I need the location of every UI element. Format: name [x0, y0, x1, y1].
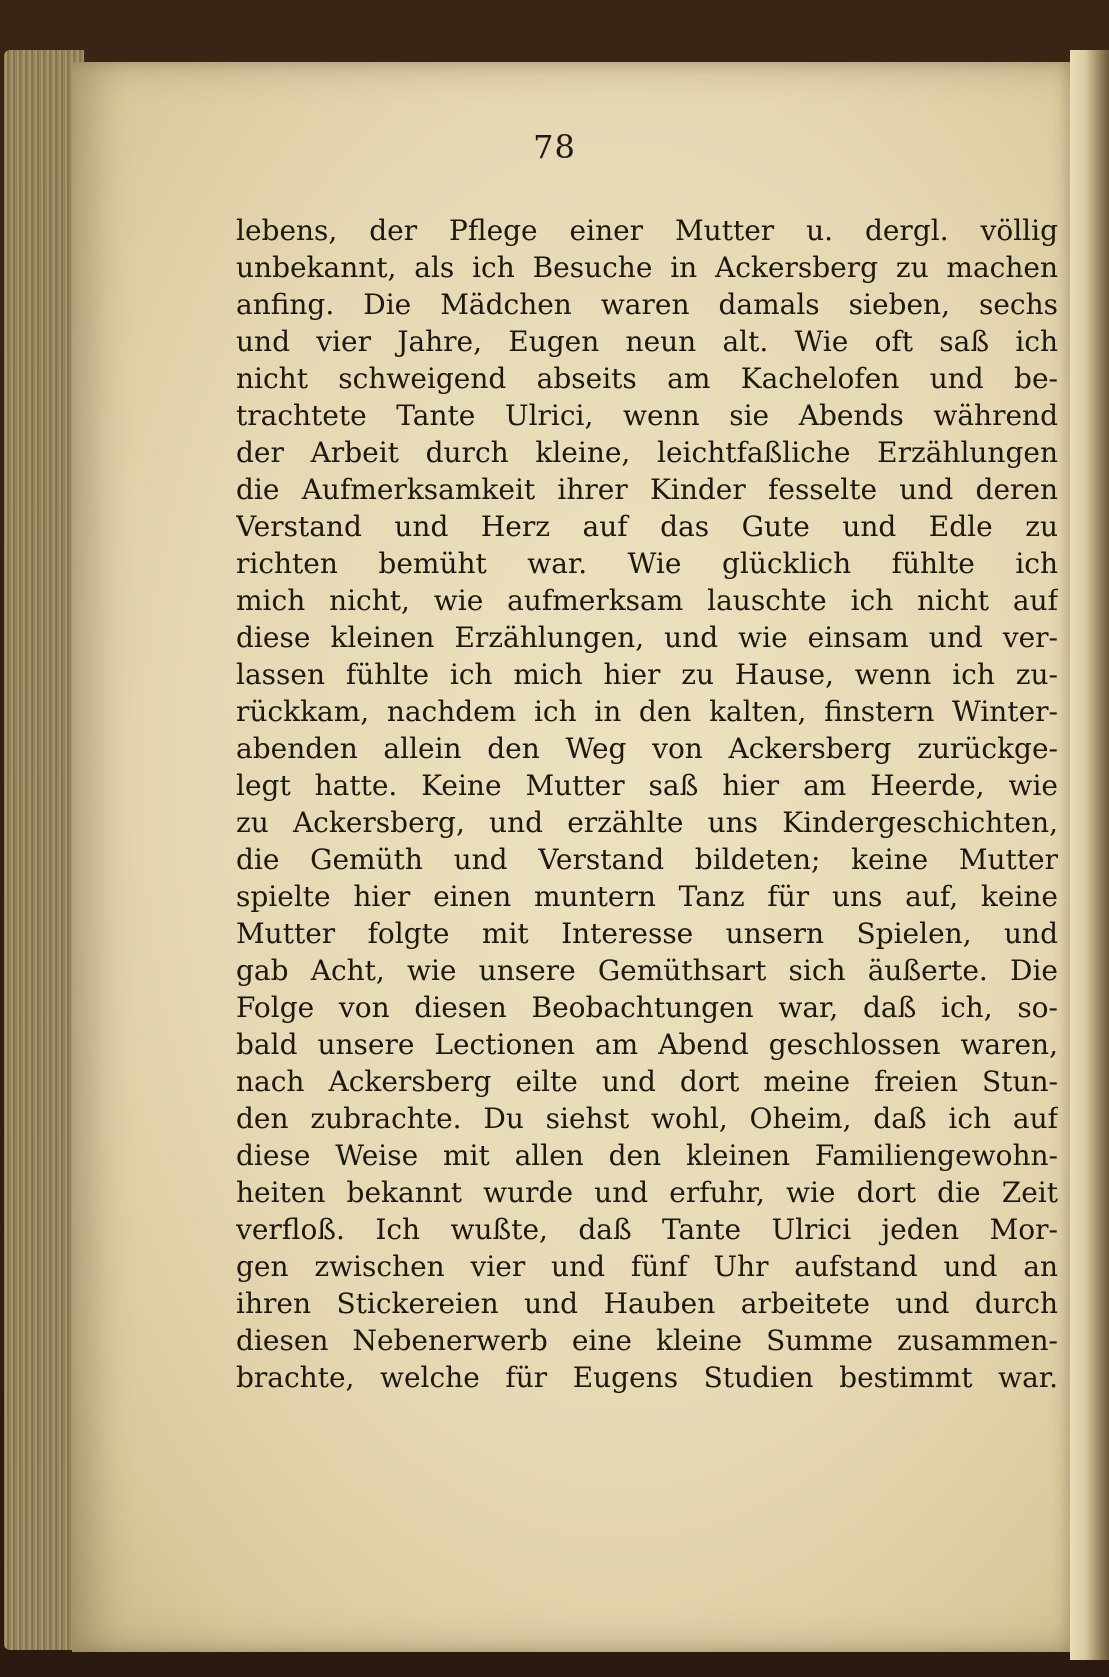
text-line: Verstand und Herz auf das Gute und Edle zu — [236, 510, 1058, 543]
text-line: diese Weise mit allen den kleinen Familiengewohn- — [236, 1139, 1058, 1172]
text-line: lassen fühlte ich mich hier zu Hause, wenn ich zu- — [236, 658, 1058, 691]
text-line: heiten bekannt wurde und erfuhr, wie dort die Zeit — [236, 1176, 1058, 1209]
text-line: nach Ackersberg eilte und dort meine freien Stun- — [236, 1065, 1058, 1098]
text-line: diese kleinen Erzählungen, und wie einsam und ver- — [236, 621, 1058, 654]
text-line: anfing. Die Mädchen waren damals sieben, sechs — [236, 288, 1058, 321]
text-line: Folge von diesen Beobachtungen war, daß ich, so- — [236, 991, 1058, 1024]
text-line: richten bemüht war. Wie glücklich fühlte ich — [236, 547, 1058, 580]
text-line: diesen Nebenerwerb eine kleine Summe zusammen- — [236, 1324, 1058, 1357]
text-line: den zubrachte. Du siehst wohl, Oheim, daß ich auf — [236, 1102, 1058, 1135]
text-line: verfloß. Ich wußte, daß Tante Ulrici jeden Mor- — [236, 1213, 1058, 1246]
text-line: ihren Stickereien und Hauben arbeitete und durch — [236, 1287, 1058, 1320]
text-line: gen zwischen vier und fünf Uhr aufstand und an — [236, 1250, 1058, 1283]
text-line: mich nicht, wie aufmerksam lauschte ich nicht auf — [236, 584, 1058, 617]
text-line: und vier Jahre, Eugen neun alt. Wie oft saß ich — [236, 325, 1058, 358]
text-line: spielte hier einen muntern Tanz für uns auf, keine — [236, 880, 1058, 913]
text-line: die Gemüth und Verstand bildeten; keine Mutter — [236, 843, 1058, 876]
text-line: der Arbeit durch kleine, leichtfaßliche Erzählungen — [236, 436, 1058, 469]
page-number: 78 — [533, 128, 576, 166]
text-line: rückkam, nachdem ich in den kalten, finstern Winter- — [236, 695, 1058, 728]
text-line: gab Acht, wie unsere Gemüthsart sich äußerte. Die — [236, 954, 1058, 987]
facing-page-edge — [1070, 50, 1109, 1660]
text-line: unbekannt, als ich Besuche in Ackersberg zu machen — [236, 251, 1058, 284]
text-line: bald unsere Lectionen am Abend geschlossen waren, — [236, 1028, 1058, 1061]
text-line: trachtete Tante Ulrici, wenn sie Abends während — [236, 399, 1058, 432]
text-line: abenden allein den Weg von Ackersberg zurückge- — [236, 732, 1058, 765]
text-line: nicht schweigend abseits am Kachelofen und be- — [236, 362, 1058, 395]
text-line: brachte, welche für Eugens Studien bestimmt war. — [236, 1361, 1058, 1394]
text-line: zu Ackersberg, und erzählte uns Kindergeschichten, — [236, 806, 1058, 839]
text-line: die Aufmerksamkeit ihrer Kinder fesselte und deren — [236, 473, 1058, 506]
text-line: lebens, der Pflege einer Mutter u. dergl. völlig — [236, 214, 1058, 247]
text-line: Mutter folgte mit Interesse unsern Spielen, und — [236, 917, 1058, 950]
body-text — [236, 212, 1058, 1396]
text-line: legt hatte. Keine Mutter saß hier am Heerde, wie — [236, 769, 1058, 802]
